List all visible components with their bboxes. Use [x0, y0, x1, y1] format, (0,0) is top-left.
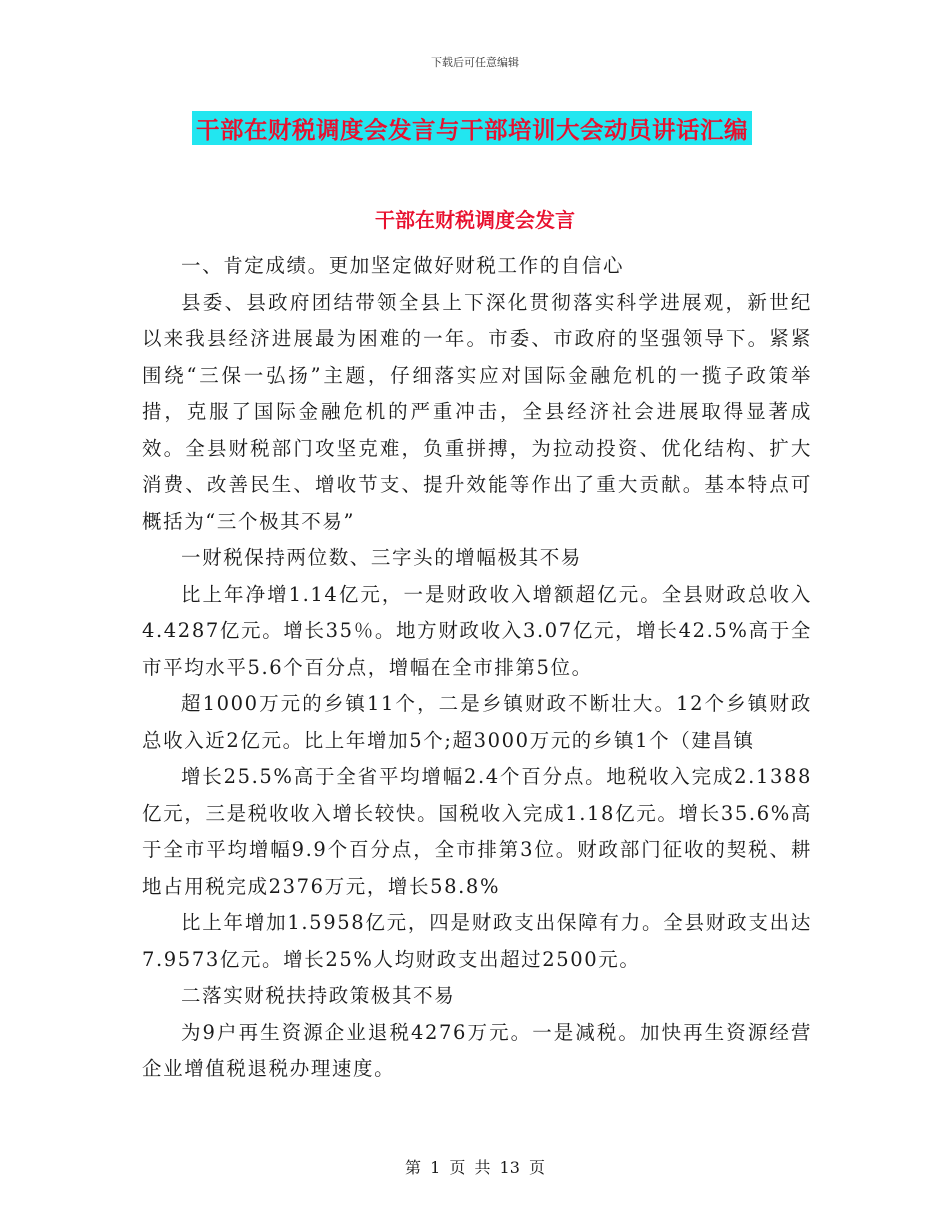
header-note: 下载后可任意编辑 — [431, 56, 519, 69]
paragraph-heading-1: 一、肯定成绩。更加坚定做好财税工作的自信心 — [181, 254, 625, 277]
paragraph: 比上年净增1.14亿元，一是财政收入增额超亿元。全县财政总收入4.4287亿元。增长35％。地方财政收入3.07亿元，增长42.5%高于全市平均水平5.6个百分点，增幅在全市排第5位。 — [142, 582, 812, 679]
document-body — [142, 248, 812, 1088]
main-title-highlight — [192, 111, 752, 145]
paragraph: 超1000万元的乡镇11个，二是乡镇财政不断壮大。12个乡镇财政总收入近2亿元。比上年增加5个;超3000万元的乡镇1个（建昌镇 — [142, 692, 812, 752]
paragraph: 比上年增加1.5958亿元，四是财政支出保障有力。全县财政支出达7.9573亿元。增长25%人均财政支出超过2500元。 — [142, 911, 812, 971]
paragraph: 增长25.5%高于全省平均增幅2.4个百分点。地税收入完成2.1388亿元，三是税收收入增长较快。国税收入完成1.18亿元。增长35.6%高于全市平均增幅9.9个百分点，全市排第3位。财政部门征收的契税、耕地占用税完成2376万元，增长58.8% — [142, 765, 812, 898]
paragraph-subheading-1: 一财税保持两位数、三字头的增幅极其不易 — [181, 546, 582, 569]
page-footer: 第 1 页 共 13 页 — [405, 1158, 545, 1177]
main-title: 干部在财税调度会发言与干部培训大会动员讲话汇编 — [196, 116, 748, 144]
paragraph-subheading-2: 二落实财税扶持政策极其不易 — [181, 984, 456, 1007]
paragraph: 县委、县政府团结带领全县上下深化贯彻落实科学进展观，新世纪以来我县经济进展最为困难的一年。市委、市政府的坚强领导下。紧紧围绕“三保一弘扬”主题，仔细落实应对国际金融危机的一揽子政策举措，克服了国际金融危机的严重冲击，全县经济社会进展取得显著成效。全县财税部门攻坚克难，负重拼搏，为拉动投资、优化结构、扩大消费、改善民生、增收节支、提升效能等作出了重大贡献。基本特点可概括为“三个极其不易” — [142, 290, 812, 533]
paragraph: 为9户再生资源企业退税4276万元。一是减税。加快再生资源经营企业增值税退税办理速度。 — [142, 1020, 812, 1080]
section-title: 干部在财税调度会发言 — [375, 208, 575, 232]
